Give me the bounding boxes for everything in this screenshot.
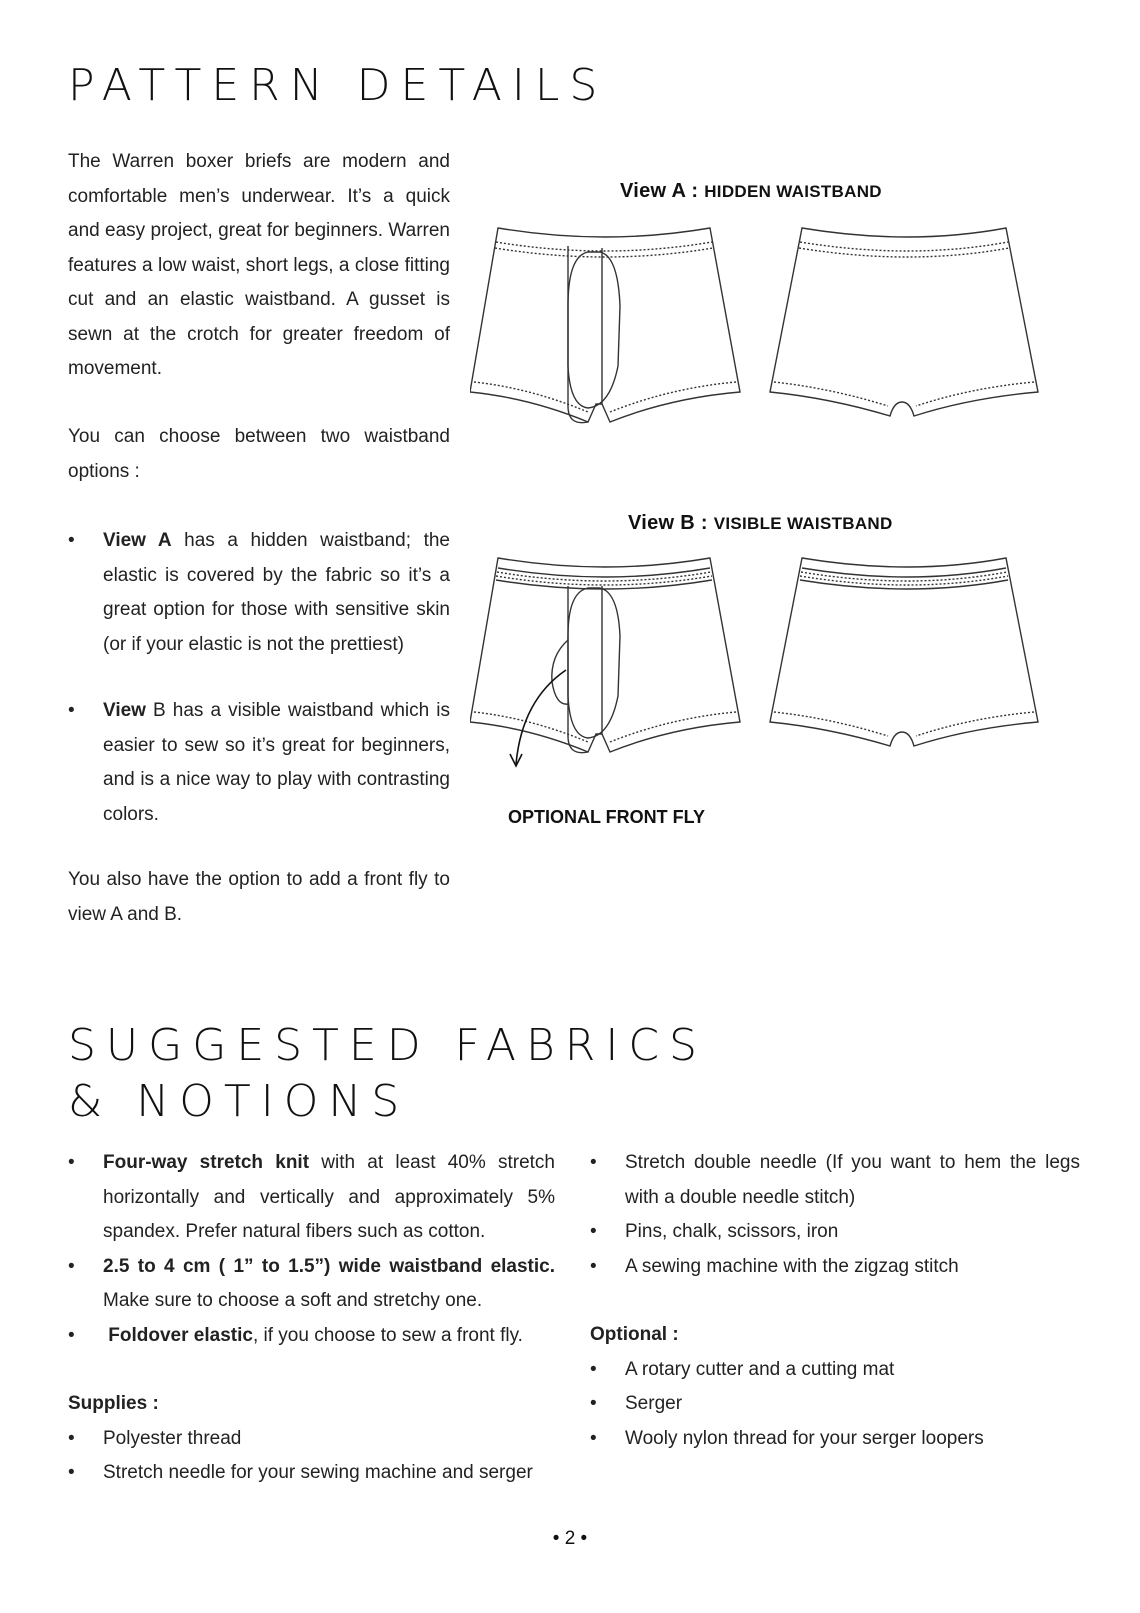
view-a-title: View A : HIDDEN WAISTBAND — [620, 180, 882, 202]
list-item: • Serger — [590, 1393, 683, 1414]
suggested-fabrics-heading: SUGGESTED FABRICS & NOTIONS — [68, 1020, 707, 1127]
view-a-back-drawing — [770, 228, 1038, 416]
view-b-title: View B : VISIBLE WAISTBAND — [628, 512, 893, 534]
list-item: • Foldover elastic, if you choose to sew a front fly. — [68, 1324, 523, 1346]
optional-heading: Optional : — [590, 1324, 679, 1345]
list-item — [68, 524, 450, 662]
front-fly-note: You also have the option to add a front fly to view A and B. — [68, 869, 450, 925]
list-item: • A rotary cutter and a cutting mat — [590, 1358, 895, 1380]
list-item: • Polyester thread — [68, 1427, 242, 1449]
view-a-diagram — [470, 226, 1070, 436]
list-item: • A sewing machine with the zigzag stitch — [590, 1255, 959, 1277]
view-a-front-drawing — [470, 228, 740, 423]
list-item: • Four-way stretch knit with at least 40% stretch horizontally and vertically and approximately 5% spandex. Prefer natural fibers such as cotton. — [68, 1152, 555, 1242]
view-a-text: has a hidden waistband; the elastic is covered by the fabric so it’s a great option for those with sensitive skin (or if your elastic is not the prettiest) — [103, 530, 450, 655]
list-item — [68, 694, 450, 832]
view-a-description — [68, 524, 450, 662]
list-item: • Wooly nylon thread for your serger loopers — [590, 1427, 984, 1449]
front-fly-arrow-icon — [500, 660, 580, 790]
supplies-heading: Supplies : — [68, 1393, 159, 1414]
view-b-description — [68, 694, 450, 832]
view-b-label: View — [103, 700, 146, 721]
optional-front-fly-label: OPTIONAL FRONT FLY — [508, 807, 706, 827]
list-item: • Pins, chalk, scissors, iron — [590, 1221, 839, 1242]
page-number: • 2 • — [552, 1528, 588, 1549]
list-item: • Stretch needle for your sewing machine and serger — [68, 1462, 533, 1483]
fabrics-left-column — [68, 1146, 555, 1491]
pattern-details-heading: PATTERN DETAILS — [68, 60, 608, 111]
bullet-icon: • — [68, 530, 75, 551]
waistband-options-paragraph: You can choose between two waistband options : — [68, 426, 450, 482]
list-item: • Stretch double needle (If you want to hem the legs with a double needle stitch) — [590, 1152, 1080, 1208]
view-a-label: View A — [103, 530, 172, 551]
bullet-icon: • — [68, 700, 75, 721]
view-b-text: B has a visible waistband which is easier to sew so it’s great for beginners, and is a nice way to play with contrasting colors. — [103, 700, 450, 825]
view-b-back-drawing — [770, 558, 1038, 746]
fabrics-right-column — [590, 1146, 1080, 1456]
list-item: • 2.5 to 4 cm ( 1” to 1.5”) wide waistband elastic. Make sure to choose a soft and stretchy one. — [68, 1255, 555, 1311]
intro-paragraph: The Warren boxer briefs are modern and comfortable men’s underwear. It’s a quick and easy project, great for beginners. Warren features a low waist, short legs, a close fitting cut and an elastic waistband. A gusset is sewn at the crotch for greater freedom of movement. — [68, 151, 450, 379]
